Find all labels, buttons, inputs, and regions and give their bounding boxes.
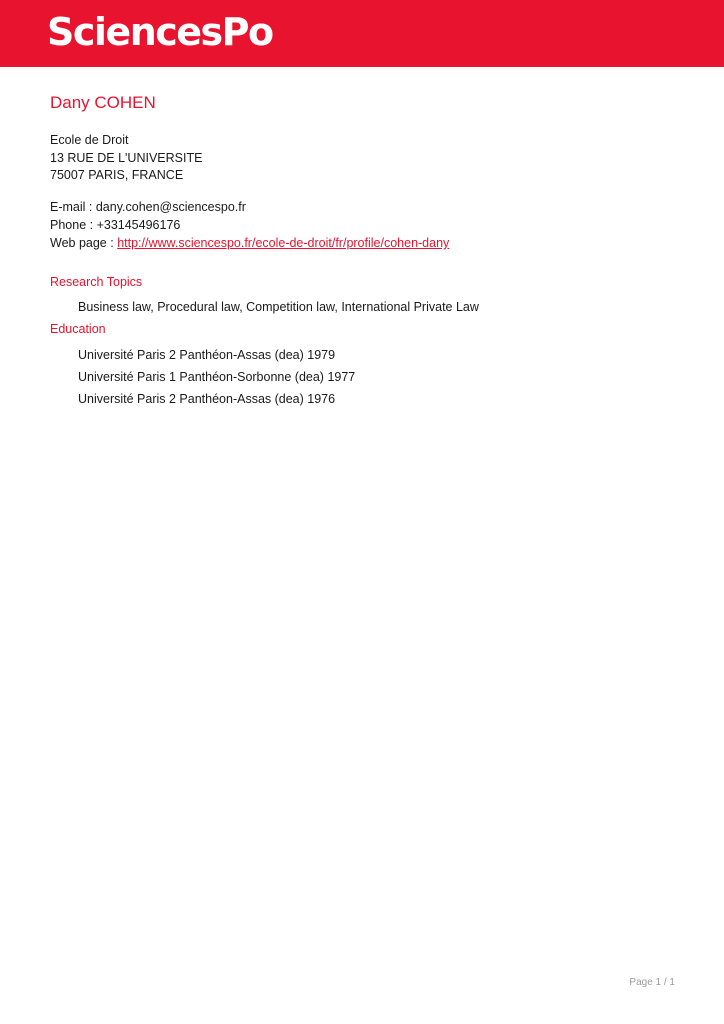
education-item: Université Paris 1 Panthéon-Sorbonne (dea) 1977: [78, 370, 356, 384]
address-line-3: 75007 PARIS, FRANCE: [50, 168, 184, 182]
email-line: [50, 199, 246, 215]
web-page-line: [50, 235, 449, 251]
research-topic-item: Business law, Procedural law, Competition law, International Private Law: [78, 300, 479, 314]
web-page-link[interactable]: http://www.sciencespo.fr/ecole-de-droit/fr/profile/cohen-dany: [117, 236, 450, 250]
address-line-2: 13 RUE DE L'UNIVERSITE: [50, 151, 203, 165]
email-value: dany.cohen@sciencespo.fr: [95, 200, 246, 214]
web-page-label: Web page :: [50, 236, 118, 250]
research-topics-heading: Research Topics: [50, 275, 143, 289]
phone-value: +33145496176: [96, 218, 181, 232]
header-banner: [0, 0, 724, 67]
page-number: Page 1 / 1: [629, 977, 675, 988]
education-item: Université Paris 2 Panthéon-Assas (dea) 1976: [78, 392, 336, 406]
address-line-1: Ecole de Droit: [50, 133, 129, 147]
phone-label: Phone :: [50, 218, 97, 232]
education-item: Université Paris 2 Panthéon-Assas (dea) 1979: [78, 348, 336, 362]
phone-line: [50, 217, 180, 233]
education-heading: Education: [50, 322, 106, 336]
email-label: E-mail :: [50, 200, 96, 214]
sciencespo-logo: SciencesPo: [47, 10, 273, 54]
profile-name: Dany COHEN: [50, 93, 156, 112]
